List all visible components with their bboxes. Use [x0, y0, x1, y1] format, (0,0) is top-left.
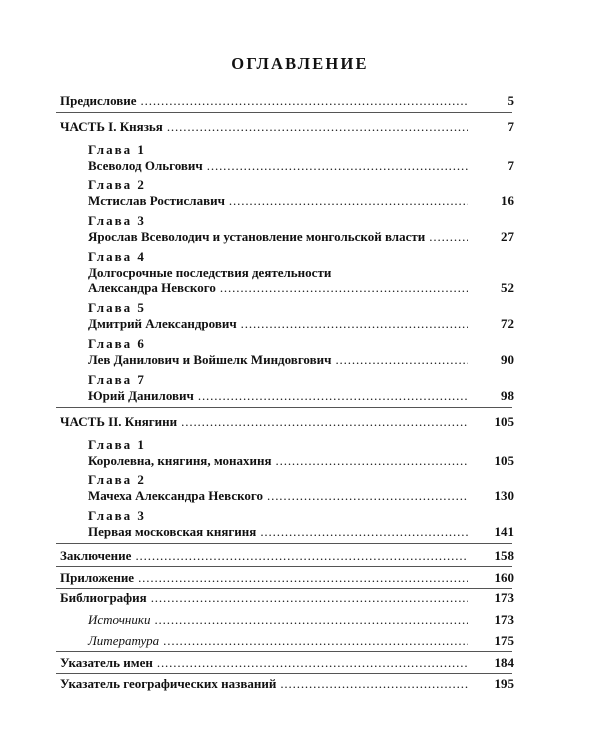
toc-entry-label: Александра Невского: [88, 280, 216, 295]
toc-entry-label: Библиография: [60, 590, 147, 605]
toc-entry-label: Всеволод Ольгович: [88, 158, 203, 173]
toc-entry-names-index[interactable]: [60, 655, 514, 671]
leader-dots: [135, 548, 468, 564]
leader-dots: [229, 193, 468, 209]
toc-page-number: 72: [501, 316, 514, 331]
leader-dots: [267, 488, 468, 504]
toc-entry-label: ЧАСТЬ II. Княгини: [60, 414, 178, 429]
toc-entry-geo-index[interactable]: [60, 676, 514, 692]
toc-entry-chapter[interactable]: [88, 193, 514, 209]
toc-page-number: 141: [494, 524, 514, 539]
toc-entry-label: Ярослав Всеволодич и установление монгольской власти: [88, 229, 426, 244]
toc-entry-label: Указатель имен: [60, 655, 153, 670]
chapter-heading: Глава 3: [88, 213, 146, 228]
toc-page-number: 27: [501, 229, 514, 244]
toc-entry-chapter[interactable]: [88, 388, 514, 404]
leader-dots: [141, 93, 468, 109]
toc-entry-part1[interactable]: [60, 119, 514, 135]
toc-entry-label: Мачеха Александра Невского: [88, 488, 263, 503]
toc-entry-label-line: Долгосрочные последствия деятельности: [88, 265, 332, 280]
toc-entry-preface[interactable]: [60, 93, 514, 109]
section-divider: [56, 112, 512, 113]
chapter-heading: Глава 2: [88, 177, 146, 192]
leader-dots: [138, 570, 468, 586]
section-divider: [56, 651, 512, 652]
toc-page-number: 158: [494, 548, 514, 563]
leader-dots: [151, 590, 468, 606]
section-divider: [56, 566, 512, 567]
chapter-heading: Глава 2: [88, 472, 146, 487]
section-divider: [56, 588, 512, 589]
toc-entry-conclusion[interactable]: [60, 548, 514, 564]
toc-entry-literature[interactable]: [88, 633, 514, 649]
section-divider: [56, 407, 512, 408]
toc-entry-label: Первая московская княгиня: [88, 524, 257, 539]
toc-entry-label: Лев Данилович и Войшелк Миндовгович: [88, 352, 332, 367]
toc-entry-label: Дмитрий Александрович: [88, 316, 237, 331]
toc-page-number: 98: [501, 388, 514, 403]
leader-dots: [429, 229, 468, 245]
toc-entry-chapter[interactable]: [88, 158, 514, 174]
toc-entry-label: ЧАСТЬ I. Князья: [60, 119, 163, 134]
leader-dots: [157, 655, 468, 671]
leader-dots: [154, 612, 468, 628]
toc-entry-bibliography[interactable]: [60, 590, 514, 606]
chapter-heading: Глава 3: [88, 508, 146, 523]
leader-dots: [276, 453, 468, 469]
toc-page-number: 16: [501, 193, 514, 208]
leader-dots: [220, 280, 468, 296]
leader-dots: [163, 633, 468, 649]
section-divider: [56, 673, 512, 674]
leader-dots: [280, 676, 468, 692]
toc-page-number: 52: [501, 280, 514, 295]
toc-page-number: 160: [494, 570, 514, 585]
toc-page-number: 195: [494, 676, 514, 691]
toc-entry-label: Юрий Данилович: [88, 388, 194, 403]
toc-entry-sources[interactable]: [88, 612, 514, 628]
toc-entry-label: Мстислав Ростиславич: [88, 193, 225, 208]
chapter-heading: Глава 7: [88, 372, 146, 387]
toc-entry-part2[interactable]: [60, 414, 514, 430]
toc-page-number: 184: [494, 655, 514, 670]
leader-dots: [167, 119, 468, 135]
toc-entry-label: Литература: [88, 633, 160, 648]
toc-entry-chapter[interactable]: [88, 280, 514, 296]
toc-page-number: 130: [494, 488, 514, 503]
toc-page-number: 173: [494, 612, 514, 627]
toc-entry-appendix[interactable]: [60, 570, 514, 586]
toc-entry-label: Приложение: [60, 570, 135, 585]
toc-entry-chapter[interactable]: [88, 352, 514, 368]
page-title: ОГЛАВЛЕНИЕ: [231, 54, 369, 73]
toc-entry-label: Заключение: [60, 548, 132, 563]
toc-page-number: 175: [494, 633, 514, 648]
toc-entry-label: Источники: [88, 612, 151, 627]
toc-page-number: 105: [494, 414, 514, 429]
chapter-heading: Глава 1: [88, 437, 146, 452]
leader-dots: [181, 414, 468, 430]
toc-page-number: 173: [494, 590, 514, 605]
toc-entry-chapter[interactable]: [88, 524, 514, 540]
toc-entry-chapter[interactable]: [88, 453, 514, 469]
section-divider: [56, 543, 512, 544]
leader-dots: [207, 158, 468, 174]
toc-entry-chapter[interactable]: [88, 316, 514, 332]
toc-entry-chapter[interactable]: [88, 229, 514, 245]
toc-entry-label: Указатель географических названий: [60, 676, 277, 691]
toc-page-number: 5: [507, 93, 514, 108]
leader-dots: [335, 352, 468, 368]
toc-page-number: 7: [507, 119, 514, 134]
chapter-heading: Глава 4: [88, 249, 146, 264]
chapter-heading: Глава 5: [88, 300, 146, 315]
toc-entry-label: Предисловие: [60, 93, 137, 108]
toc-page-number: 90: [501, 352, 514, 367]
leader-dots: [260, 524, 468, 540]
leader-dots: [241, 316, 468, 332]
chapter-heading: Глава 1: [88, 142, 146, 157]
toc-page-number: 105: [494, 453, 514, 468]
chapter-heading: Глава 6: [88, 336, 146, 351]
toc-entry-chapter[interactable]: [88, 488, 514, 504]
toc-page-number: 7: [507, 158, 514, 173]
toc-entry-label: Королевна, княгиня, монахиня: [88, 453, 272, 468]
leader-dots: [198, 388, 468, 404]
